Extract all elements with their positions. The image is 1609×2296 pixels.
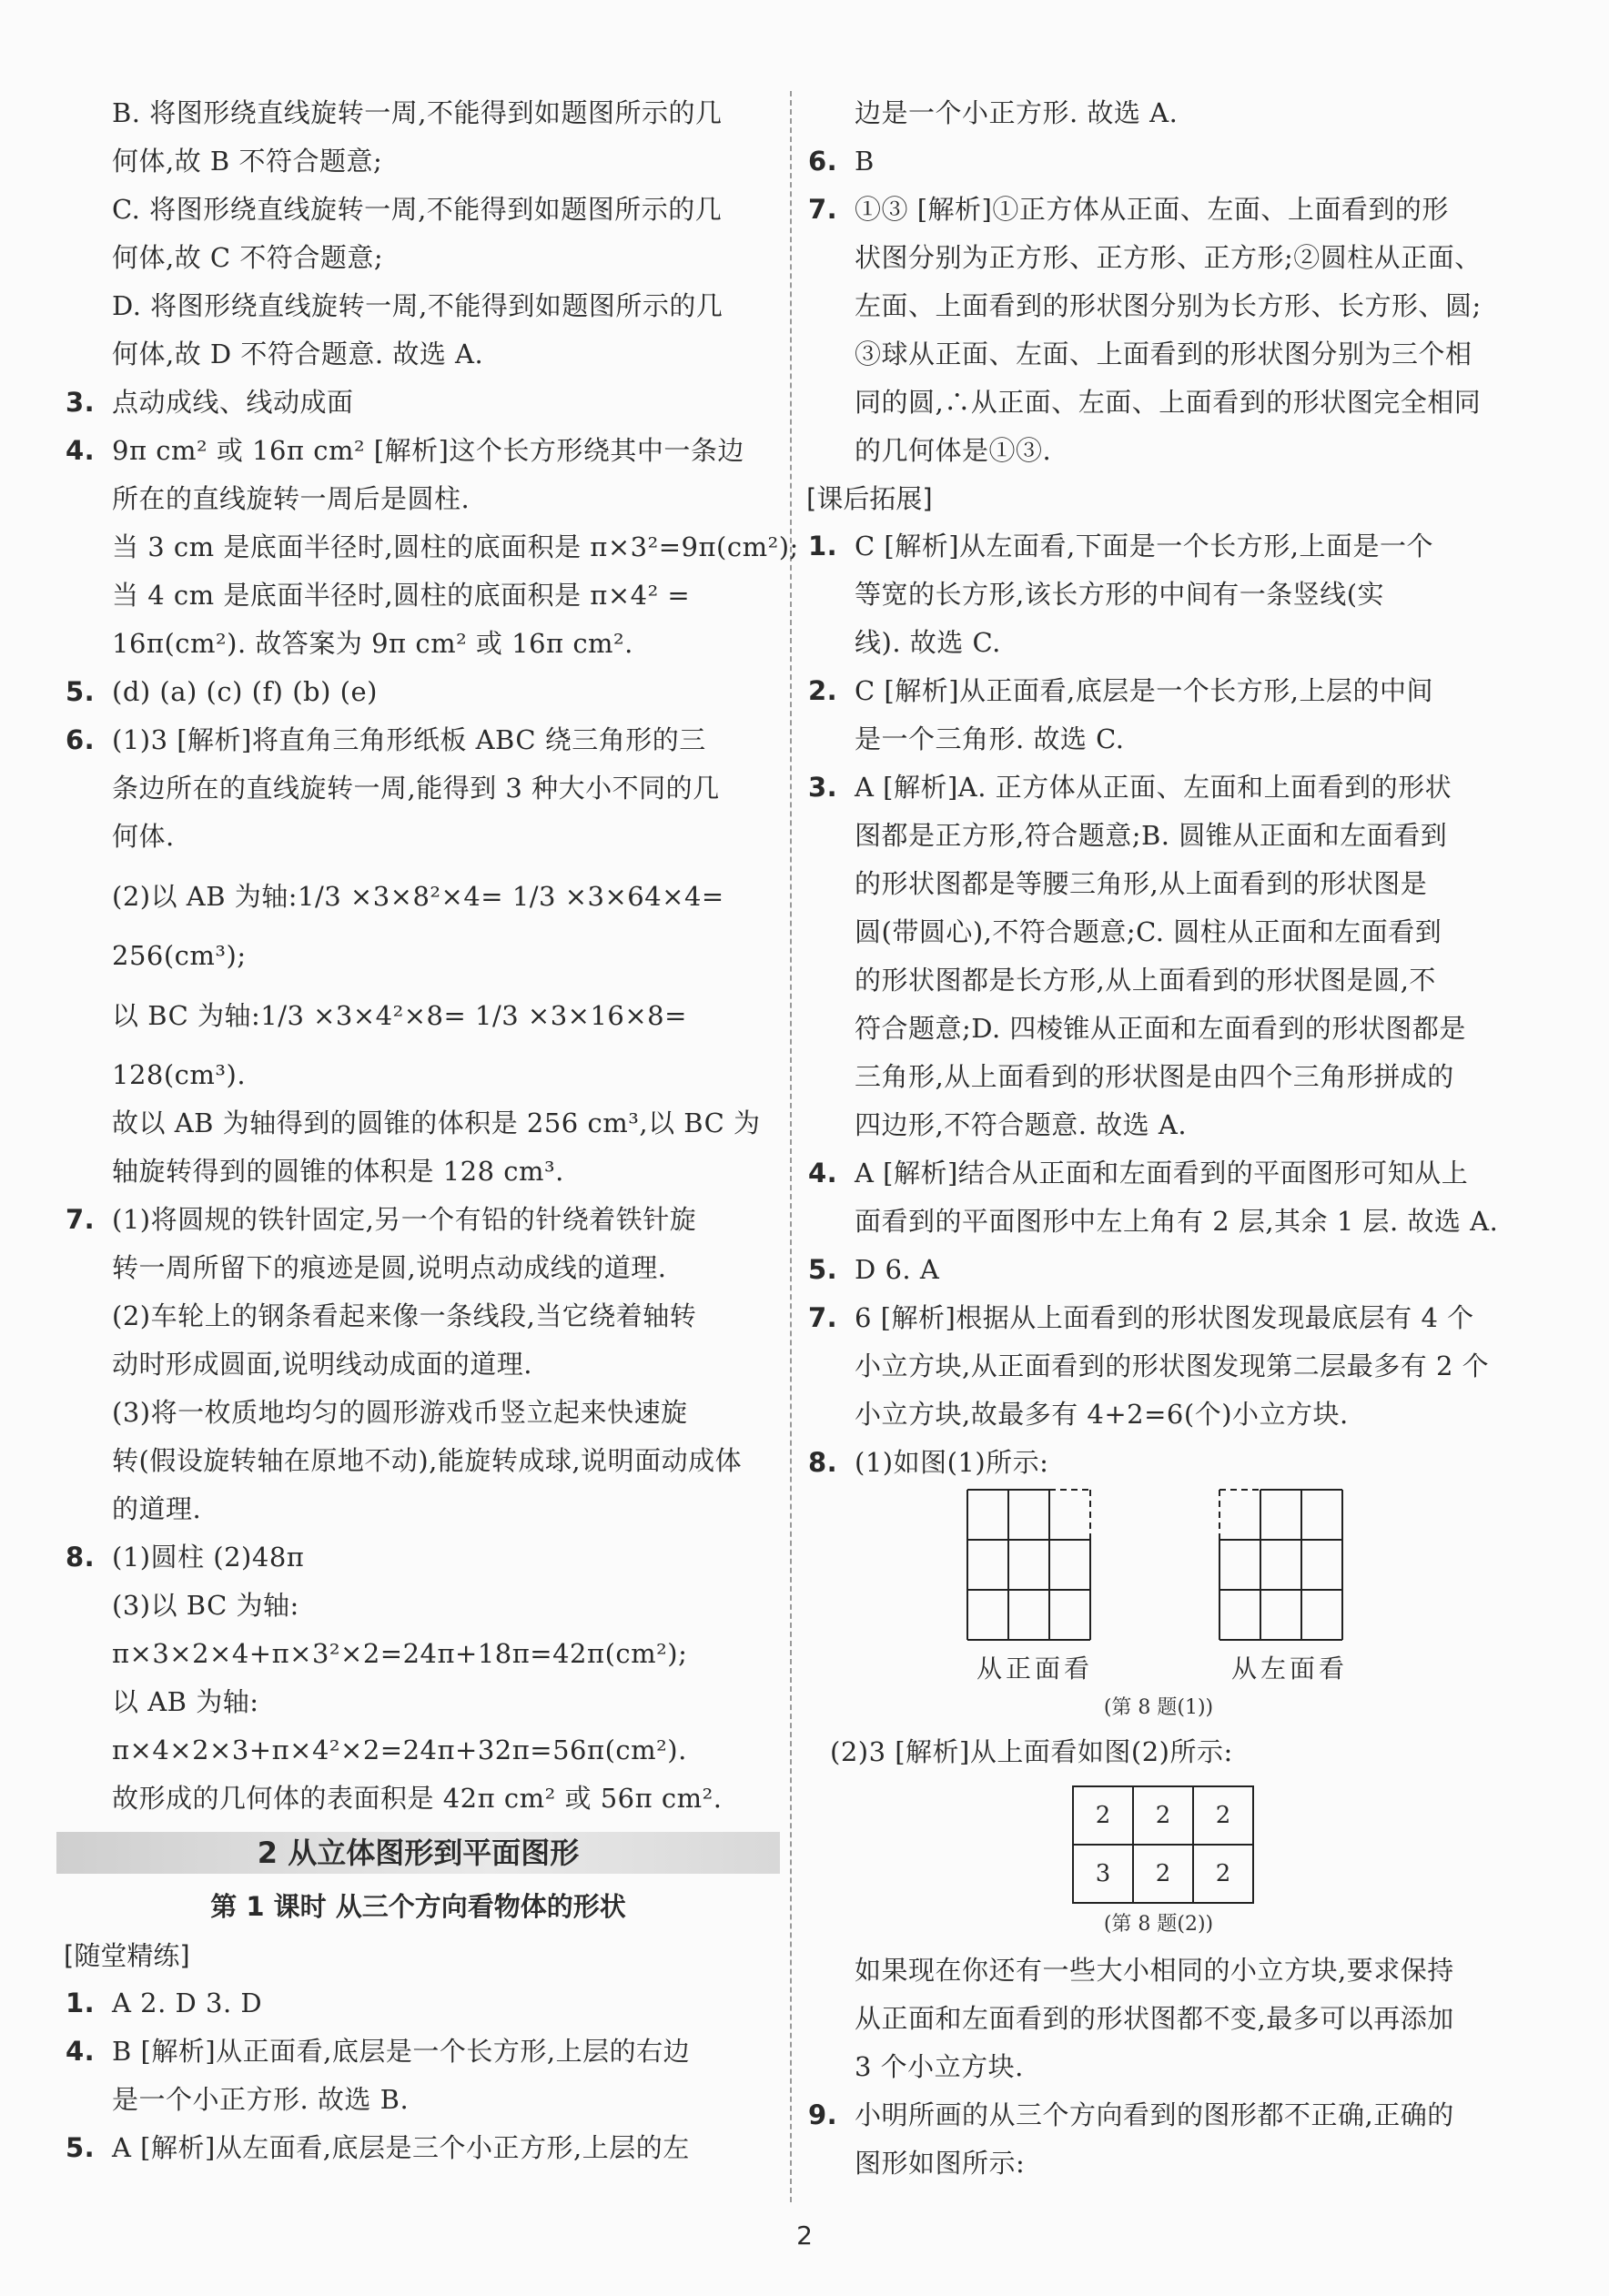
answer-text: A [解析]从左面看,底层是三个小正方形,上层的左 (112, 2132, 690, 2163)
q8-part2-text: (2)3 [解析]从上面看如图(2)所示: (830, 1736, 1233, 1767)
answer-line (799, 764, 1518, 812)
answer-text: 以 AB 为轴: (112, 1686, 259, 1717)
answer-text: 9π cm² 或 16π cm² [解析]这个长方形绕其中一条边 (112, 435, 744, 466)
section-title: 2 从立体图形到平面图形 (56, 1832, 780, 1874)
right-column (799, 89, 1518, 2188)
answer-line (799, 860, 1518, 908)
answer-line (799, 1439, 1518, 1487)
answer-line (56, 330, 780, 379)
answer-text: B [解析]从正面看,底层是一个长方形,上层的右边 (112, 2036, 691, 2067)
answer-line (56, 813, 780, 861)
answer-text: 所在的直线旋转一周后是圆柱. (112, 483, 471, 514)
answer-text: (1)圆柱 (2)48π (112, 1542, 305, 1573)
question-number: 4. (66, 2036, 96, 2067)
right-answer-lines-3 (799, 1947, 1518, 2188)
answer-text: 三角形,从上面看到的形状图是由四个三角形拼成的 (855, 1061, 1454, 1092)
answer-line (799, 1995, 1518, 2043)
answer-line (799, 330, 1518, 379)
answer-text: 的形状图都是长方形,从上面看到的形状图是圆,不 (855, 965, 1436, 996)
answer-text: 图形如图所示: (855, 2148, 1026, 2179)
question-number: 8. (808, 1447, 838, 1478)
answer-text: 转(假设旋转轴在原地不动),能旋转成球,说明面动成体 (112, 1445, 743, 1476)
answer-line (56, 1630, 780, 1678)
section-label-extension: [课后拓展] (806, 483, 933, 514)
three-view-grids (799, 1487, 1518, 1651)
question-number: 8. (66, 1542, 96, 1573)
question-number: 5. (66, 2132, 96, 2163)
answer-text: 3 个小立方块. (855, 2051, 1024, 2082)
question-number: 5. (808, 1254, 838, 1285)
answer-text: 当 3 cm 是底面半径时,圆柱的底面积是 π×3²=9π(cm²); (112, 531, 799, 562)
answer-line (56, 475, 780, 523)
answer-text: (3)以 BC 为轴: (112, 1590, 299, 1621)
answer-text: 是一个三角形. 故选 C. (855, 723, 1125, 754)
answer-line (799, 379, 1518, 427)
figure-q8-2 (799, 1776, 1518, 1908)
answer-text: 小立方块,从正面看到的形状图发现第二层最多有 2 个 (855, 1350, 1490, 1381)
front-view-label: 从正面看 (977, 1654, 1094, 1684)
answer-line (799, 1342, 1518, 1391)
right-answer-lines-2 (799, 522, 1518, 1487)
answer-line (56, 620, 780, 668)
answer-line (56, 668, 780, 716)
answer-line (799, 1947, 1518, 1995)
answer-text: 线). 故选 C. (855, 627, 1001, 658)
answer-line (799, 908, 1518, 956)
answer-text: ③球从正面、左面、上面看到的形状图分别为三个相 (855, 339, 1472, 369)
left-view-label: 从左面看 (1231, 1654, 1349, 1684)
answer-line (799, 1149, 1518, 1198)
answer-text: 6 [解析]根据从上面看到的形状图发现最底层有 4 个 (855, 1302, 1474, 1333)
answer-text: 何体,故 B 不符合题意; (112, 146, 383, 177)
answer-line (56, 1099, 780, 1148)
answer-line (799, 2091, 1518, 2139)
answer-line (799, 619, 1518, 667)
question-number: 2. (808, 675, 838, 706)
answer-line (56, 1196, 780, 1244)
answer-text: (1)3 [解析]将直角三角形纸板 ABC 绕三角形的三 (112, 724, 706, 755)
answer-line (799, 234, 1518, 282)
answer-text: 128(cm³). (112, 1059, 247, 1090)
answer-text: 面看到的平面图形中左上角有 2 层,其余 1 层. 故选 A. (855, 1206, 1499, 1237)
answer-line (56, 523, 799, 571)
answer-text: 图都是正方形,符合题意;B. 圆锥从正面和左面看到 (855, 820, 1448, 851)
top-view-cell: 2 (1193, 1786, 1253, 1845)
answer-text: 符合题意;D. 四棱锥从正面和左面看到的形状图都是 (855, 1013, 1466, 1044)
answer-text: 何体. (112, 821, 175, 852)
answer-text: (1)如图(1)所示: (855, 1447, 1049, 1478)
answer-line (799, 1246, 1518, 1294)
answer-text: (2)以 AB 为轴:1/3 ×3×8²×4= 1/3 ×3×64×4= (112, 881, 724, 912)
left-column (56, 89, 799, 2172)
figure-q8-2-caption: (第 8 题(2)) (1103, 1913, 1214, 1936)
question-number: 7. (808, 194, 838, 225)
answer-line (56, 1775, 780, 1823)
answer-line (799, 715, 1518, 764)
answer-text: C. 将图形绕直线旋转一周,不能得到如题图所示的几 (112, 194, 723, 225)
answer-line (799, 1101, 1518, 1149)
answer-line (799, 812, 1518, 860)
answer-text: (1)将圆规的铁针固定,另一个有铅的针绕着铁针旋 (112, 1204, 697, 1235)
front-view-grid (967, 1490, 1090, 1640)
answer-text: 如果现在你还有一些大小相同的小立方块,要求保持 (855, 1955, 1454, 1986)
answer-text: (3)将一枚质地均匀的圆形游戏币竖立起来快速旋 (112, 1397, 688, 1428)
answer-line (56, 234, 780, 282)
answer-line (799, 1391, 1518, 1439)
answer-line (799, 956, 1518, 1005)
answer-text: (2)车轮上的钢条看起来像一条线段,当它绕着轴转 (112, 1300, 697, 1331)
answer-line (799, 137, 1518, 186)
answer-text: 动时形成圆面,说明线动成面的道理. (112, 1349, 532, 1380)
answer-line (56, 932, 780, 980)
answer-text: 轴旋转得到的圆锥的体积是 128 cm³. (112, 1156, 564, 1187)
answer-text: 等宽的长方形,该长方形的中间有一条竖线(实 (855, 579, 1385, 610)
answer-text: D. 将图形绕直线旋转一周,不能得到如题图所示的几 (112, 290, 724, 321)
answer-text: A [解析]A. 正方体从正面、左面和上面看到的形状 (855, 772, 1452, 803)
answer-line (799, 282, 1518, 330)
top-view-table (1072, 1785, 1254, 1904)
top-view-cell: 2 (1073, 1786, 1133, 1845)
answer-text: (d) (a) (c) (f) (b) (e) (112, 676, 378, 707)
answer-text: C [解析]从正面看,底层是一个长方形,上层的中间 (855, 675, 1433, 706)
answer-text: 条边所在的直线旋转一周,能得到 3 种大小不同的几 (112, 773, 720, 804)
answer-text: 的几何体是①③. (855, 435, 1052, 466)
page-number: 2 (796, 2220, 813, 2250)
answer-line (799, 1198, 1518, 1246)
answer-text: C [解析]从左面看,下面是一个长方形,上面是一个 (855, 531, 1433, 561)
answer-text: B. 将图形绕直线旋转一周,不能得到如题图所示的几 (112, 97, 723, 128)
answer-text: 以 BC 为轴:1/3 ×3×4²×8= 1/3 ×3×16×8= (112, 1000, 687, 1031)
answer-text: 边是一个小正方形. 故选 A. (855, 97, 1179, 128)
figure-q8-1 (799, 1487, 1518, 1692)
answer-text: 左面、上面看到的形状图分别为长方形、长方形、圆; (855, 290, 1482, 321)
answer-line (56, 1582, 780, 1630)
answer-line (799, 1005, 1518, 1053)
top-view-cell: 2 (1133, 1845, 1193, 1903)
left-view-grid (1219, 1490, 1342, 1640)
answer-line (56, 716, 780, 764)
question-number: 7. (66, 1204, 96, 1235)
question-number: 4. (808, 1158, 838, 1188)
answer-text: 的形状图都是等腰三角形,从上面看到的形状图是 (855, 868, 1428, 899)
answer-line (56, 186, 780, 234)
answer-line (56, 1726, 780, 1775)
question-number: 6. (66, 724, 96, 755)
answer-line (56, 980, 780, 1051)
answer-line (56, 1678, 780, 1726)
answer-line (56, 2028, 780, 2076)
answer-line (56, 2076, 780, 2124)
answer-text: D 6. A (855, 1254, 940, 1285)
left-answer-lines-2 (56, 1979, 780, 2172)
figure-q8-1-caption: (第 8 题(1)) (1103, 1696, 1214, 1719)
left-answer-lines (56, 89, 799, 1823)
answer-line (799, 1294, 1518, 1342)
lesson-title: 第 1 课时 从三个方向看物体的形状 (210, 1891, 626, 1922)
answer-line (56, 427, 780, 475)
question-number: 1. (66, 1988, 96, 2018)
answer-text: A [解析]结合从正面和左面看到的平面图形可知从上 (855, 1158, 1469, 1188)
section-label-practice: [随堂精练] (64, 1940, 190, 1971)
answer-line (56, 1244, 780, 1292)
answer-line (56, 1979, 780, 2028)
answer-text: 四边形,不符合题意. 故选 A. (855, 1109, 1188, 1140)
answer-text: B (855, 146, 875, 177)
answer-line (56, 379, 780, 427)
answer-line (799, 186, 1518, 234)
answer-line (56, 1437, 780, 1485)
answer-text: 状图分别为正方形、正方形、正方形;②圆柱从正面、 (855, 242, 1482, 273)
answer-line (799, 667, 1518, 715)
answer-line (799, 522, 1518, 571)
top-view-cell: 3 (1073, 1845, 1133, 1903)
answer-text: 小立方块,故最多有 4+2=6(个)小立方块. (855, 1399, 1349, 1430)
answer-line (56, 1533, 780, 1582)
answer-line (799, 2139, 1518, 2188)
answer-text: 转一周所留下的痕迹是圆,说明点动成线的道理. (112, 1252, 667, 1283)
answer-line (56, 1389, 780, 1437)
question-number: 3. (66, 387, 96, 418)
answer-line (56, 1292, 780, 1340)
column-divider (790, 91, 792, 2202)
answer-text: 何体,故 C 不符合题意; (112, 242, 384, 273)
answer-text: π×4×2×3+π×4²×2=24π+32π=56π(cm²). (112, 1735, 687, 1765)
answer-text: 同的圆,∴从正面、左面、上面看到的形状图完全相同 (855, 387, 1482, 418)
answer-line (56, 2124, 780, 2172)
question-number: 3. (808, 772, 838, 803)
answer-line (799, 89, 1518, 137)
right-answer-lines (799, 89, 1518, 475)
answer-text: 16π(cm²). 故答案为 9π cm² 或 16π cm². (112, 628, 633, 659)
answer-text: 点动成线、线动成面 (112, 387, 354, 418)
top-view-cell: 2 (1133, 1786, 1193, 1845)
question-number: 4. (66, 435, 96, 466)
answer-line (56, 1148, 780, 1196)
answer-line (56, 1051, 780, 1099)
answer-line (56, 764, 780, 813)
answer-line (799, 571, 1518, 619)
answer-text: 256(cm³); (112, 940, 247, 971)
answer-text: 圆(带圆心),不符合题意;C. 圆柱从正面和左面看到 (855, 916, 1442, 947)
answer-line (799, 1053, 1518, 1101)
answer-text: 的道理. (112, 1493, 202, 1524)
answer-text: 从正面和左面看到的形状图都不变,最多可以再添加 (855, 2003, 1454, 2034)
question-number: 6. (808, 146, 838, 177)
answer-text: 故形成的几何体的表面积是 42π cm² 或 56π cm². (112, 1783, 723, 1814)
answer-line (56, 282, 780, 330)
answer-text: 何体,故 D 不符合题意. 故选 A. (112, 339, 484, 369)
top-view-cell: 2 (1193, 1845, 1253, 1903)
answer-line (56, 571, 780, 620)
answer-text: 故以 AB 为轴得到的圆锥的体积是 256 cm³,以 BC 为 (112, 1108, 761, 1138)
question-number: 5. (66, 676, 96, 707)
question-number: 7. (808, 1302, 838, 1333)
answer-text: 小明所画的从三个方向看到的图形都不正确,正确的 (855, 2099, 1454, 2130)
answer-line (56, 1340, 780, 1389)
answer-line (56, 1485, 780, 1533)
answer-text: 是一个小正方形. 故选 B. (112, 2084, 410, 2115)
answer-text: 当 4 cm 是底面半径时,圆柱的底面积是 π×4² = (112, 580, 691, 611)
answer-text: A 2. D 3. D (112, 1988, 263, 2018)
question-number: 9. (808, 2099, 838, 2130)
question-number: 1. (808, 531, 838, 561)
answer-line (56, 861, 780, 932)
answer-line (799, 2043, 1518, 2091)
answer-line (56, 137, 780, 186)
answer-text: ①③ [解析]①正方体从正面、左面、上面看到的形 (855, 194, 1449, 225)
answer-line (799, 427, 1518, 475)
answer-text: π×3×2×4+π×3²×2=24π+18π=42π(cm²); (112, 1638, 688, 1669)
answer-line (56, 89, 780, 137)
